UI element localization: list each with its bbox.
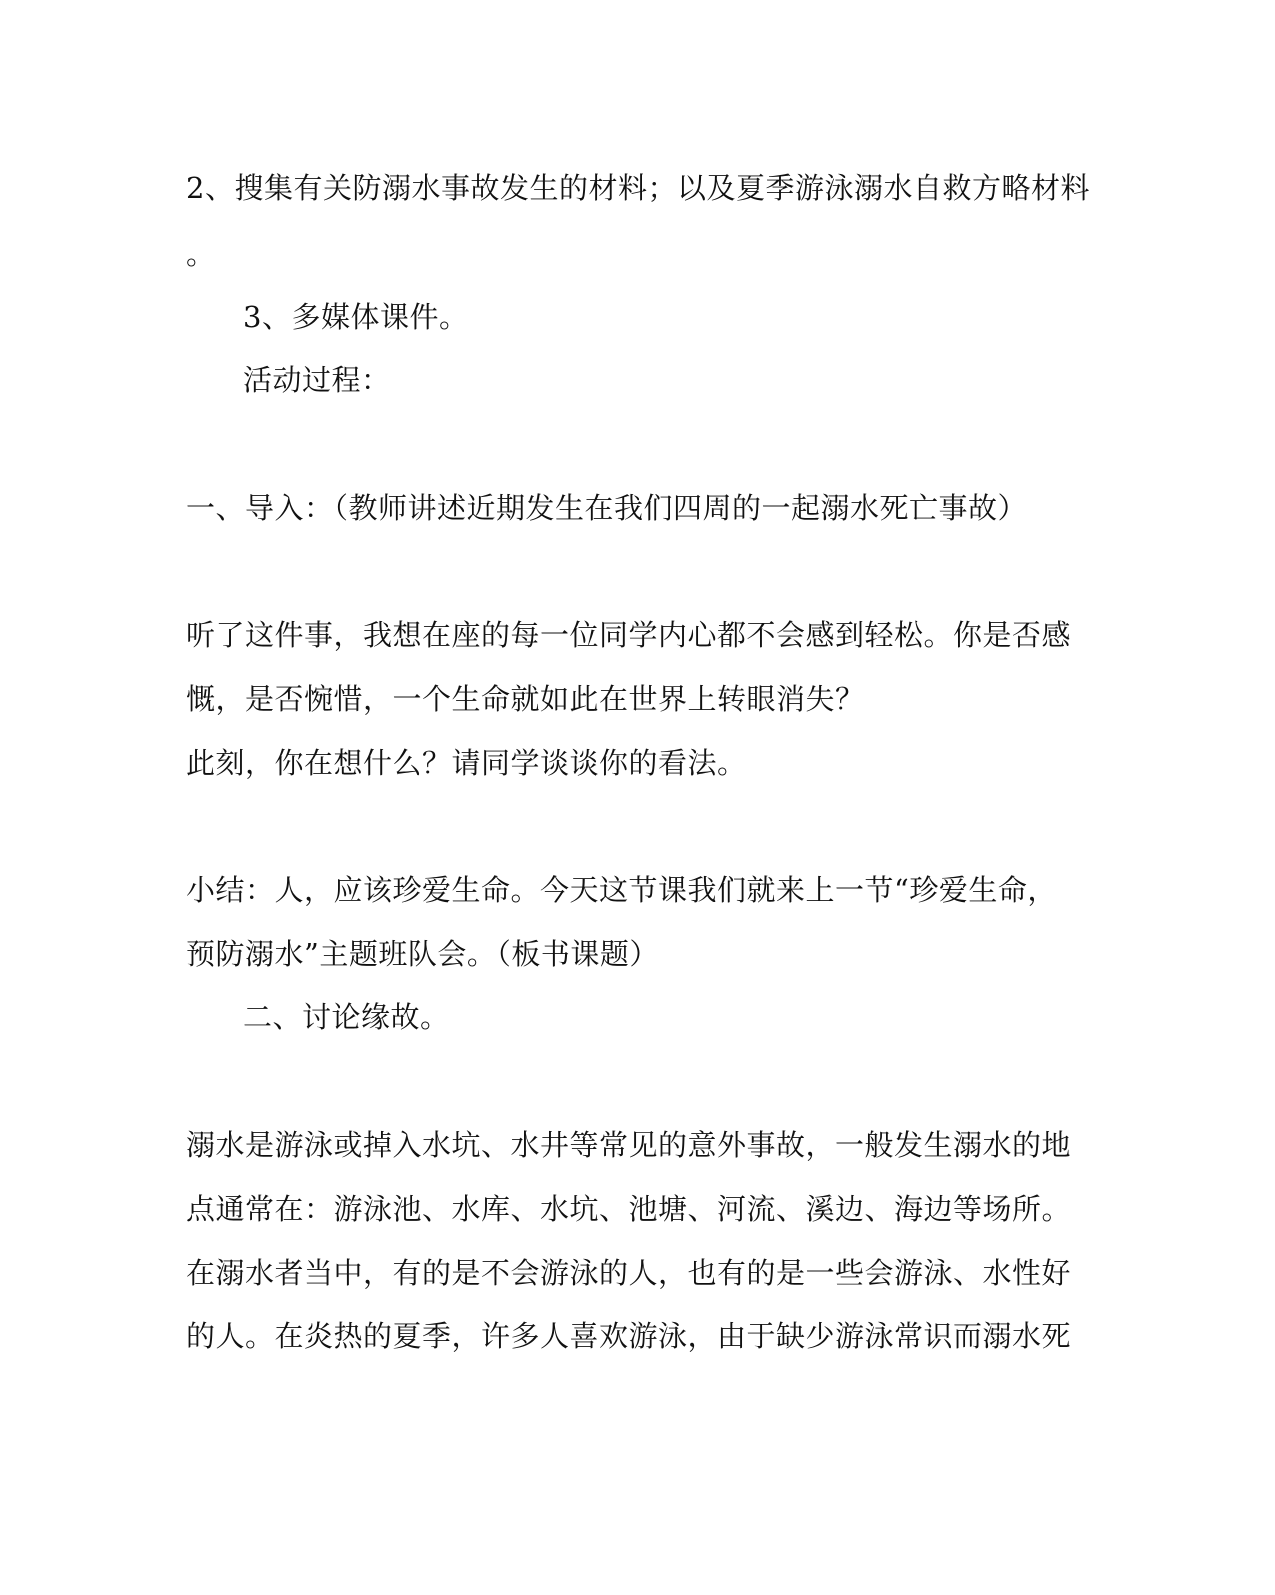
paragraph-drowning-line-2: 点通常在：游泳池、水库、水坑、池塘、河流、溪边、海边等场所。 [186,1192,1072,1226]
section-heading-activity-process: 活动过程： [243,363,391,397]
paragraph-summary-line-1: 小结：人，应该珍爱生命。今天这节课我们就来上一节“珍爱生命， [186,873,1057,907]
paragraph-drowning-line-4: 的人。在炎热的夏季，许多人喜欢游泳，由于缺少游泳常识而溺水死 [186,1319,1072,1353]
section-heading-discussion: 二、讨论缘故。 [243,1000,450,1034]
section-heading-introduction: 一、导入：（教师讲述近期发生在我们四周的一起溺水死亡事故） [186,491,1028,525]
paragraph-reflection-line-2: 慨，是否惋惜，一个生命就如此在世界上转眼消失？ [186,682,865,716]
paragraph-summary-line-2: 预防溺水”主题班队会。（板书课题） [186,937,659,971]
paragraph-question: 此刻，你在想什么？请同学谈谈你的看法。 [186,746,747,780]
text-line-preparation-3: 3、多媒体课件。 [243,300,469,334]
text-line-preparation-2-cont: 。 [186,237,216,271]
paragraph-drowning-line-3: 在溺水者当中，有的是不会游泳的人，也有的是一些会游泳、水性好 [186,1256,1072,1290]
paragraph-drowning-line-1: 溺水是游泳或掉入水坑、水井等常见的意外事故，一般发生溺水的地 [186,1128,1072,1162]
text-line-preparation-2: 2、搜集有关防溺水事故发生的材料；以及夏季游泳溺水自救方略材料 [186,171,1090,205]
paragraph-reflection-line-1: 听了这件事，我想在座的每一位同学内心都不会感到轻松。你是否感 [186,618,1072,652]
